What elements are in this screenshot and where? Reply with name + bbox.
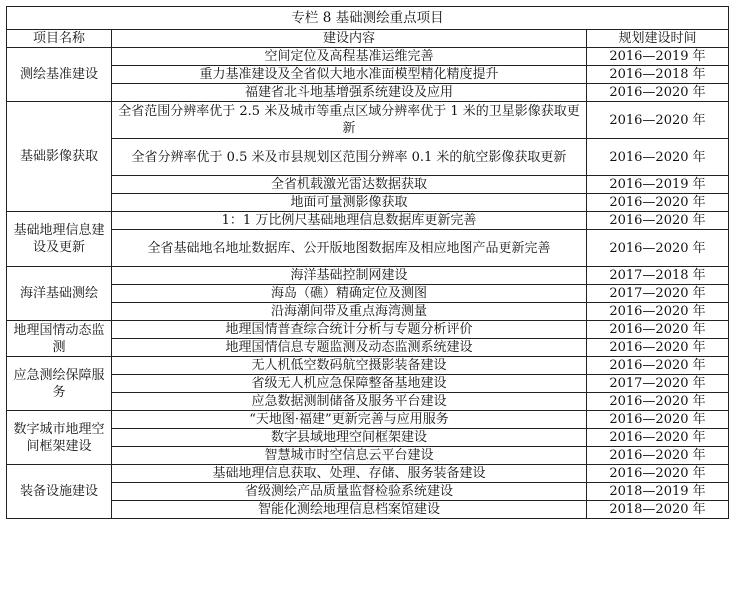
time-cell: 2016—2020 年: [587, 447, 729, 465]
content-cell: 重力基准建设及全省似大地水准面模型精化精度提升: [112, 66, 587, 84]
time-cell: 2016—2020 年: [587, 321, 729, 339]
time-cell: 2016—2020 年: [587, 465, 729, 483]
content-cell: 基础地理信息获取、处理、存储、服务装备建设: [112, 465, 587, 483]
content-cell: 地面可量测影像获取: [112, 194, 587, 212]
content-cell: “天地图·福建”更新完善与应用服务: [112, 411, 587, 429]
time-cell: 2016—2020 年: [587, 411, 729, 429]
time-cell: 2016—2020 年: [587, 102, 729, 139]
category-cell: 测绘基准建设: [7, 48, 112, 102]
content-cell: 海洋基础控制网建设: [112, 267, 587, 285]
table-row: [7, 303, 729, 321]
content-cell: 福建省北斗地基增强系统建设及应用: [112, 84, 587, 102]
time-cell: 2016—2020 年: [587, 393, 729, 411]
table-row: [7, 48, 729, 66]
time-cell: 2016—2019 年: [587, 48, 729, 66]
table-row: [7, 393, 729, 411]
content-cell: 1：1 万比例尺基础地理信息数据库更新完善: [112, 212, 587, 230]
table-row: [7, 84, 729, 102]
time-cell: 2017—2020 年: [587, 285, 729, 303]
category-cell: 装备设施建设: [7, 465, 112, 519]
time-cell: 2017—2020 年: [587, 375, 729, 393]
content-cell: 地理国情普查综合统计分析与专题分析评价: [112, 321, 587, 339]
time-cell: 2016—2020 年: [587, 303, 729, 321]
time-cell: 2016—2020 年: [587, 212, 729, 230]
time-cell: 2017—2018 年: [587, 267, 729, 285]
table-row: [7, 66, 729, 84]
time-cell: 2016—2020 年: [587, 230, 729, 267]
table-row: [7, 357, 729, 375]
time-cell: 2016—2019 年: [587, 176, 729, 194]
header-content: 建设内容: [112, 30, 587, 48]
table-row: [7, 411, 729, 429]
time-cell: 2016—2018 年: [587, 66, 729, 84]
category-cell: 海洋基础测绘: [7, 267, 112, 321]
header-category: 项目名称: [7, 30, 112, 48]
content-cell: 无人机低空数码航空摄影装备建设: [112, 357, 587, 375]
table-row: [7, 212, 729, 230]
time-cell: 2018—2019 年: [587, 483, 729, 501]
table-row: [7, 194, 729, 212]
header-time: 规划建设时间: [587, 30, 729, 48]
table-title: 专栏 8 基础测绘重点项目: [7, 7, 729, 30]
time-cell: 2016—2020 年: [587, 84, 729, 102]
table-row: [7, 483, 729, 501]
time-cell: 2016—2020 年: [587, 357, 729, 375]
time-cell: 2016—2020 年: [587, 139, 729, 176]
content-cell: 数字县域地理空间框架建设: [112, 429, 587, 447]
table-row: [7, 139, 729, 176]
content-cell: 地理国情信息专题监测及动态监测系统建设: [112, 339, 587, 357]
key-projects-table: [6, 6, 729, 519]
table-row: [7, 267, 729, 285]
category-cell: 应急测绘保障服务: [7, 357, 112, 411]
content-cell: 海岛（礁）精确定位及测图: [112, 285, 587, 303]
table-row: [7, 102, 729, 139]
content-cell: 省级测绘产品质量监督检验系统建设: [112, 483, 587, 501]
table-row: [7, 285, 729, 303]
time-cell: 2018—2020 年: [587, 501, 729, 519]
content-cell: 智慧城市时空信息云平台建设: [112, 447, 587, 465]
category-cell: 地理国情动态监测: [7, 321, 112, 357]
table-row: [7, 339, 729, 357]
table-row: [7, 230, 729, 267]
content-cell: 全省基础地名地址数据库、公开版地图数据库及相应地图产品更新完善: [112, 230, 587, 267]
table-row: [7, 321, 729, 339]
content-cell: 省级无人机应急保障整备基地建设: [112, 375, 587, 393]
table-row: [7, 429, 729, 447]
table-row: [7, 501, 729, 519]
time-cell: 2016—2020 年: [587, 339, 729, 357]
content-cell: 沿海潮间带及重点海湾测量: [112, 303, 587, 321]
content-cell: 全省分辨率优于 0.5 米及市县规划区范围分辨率 0.1 米的航空影像获取更新: [112, 139, 587, 176]
category-cell: 基础地理信息建设及更新: [7, 212, 112, 267]
table-row: [7, 465, 729, 483]
content-cell: 智能化测绘地理信息档案馆建设: [112, 501, 587, 519]
content-cell: 空间定位及高程基准运维完善: [112, 48, 587, 66]
time-cell: 2016—2020 年: [587, 429, 729, 447]
table-row: [7, 176, 729, 194]
table-row: [7, 447, 729, 465]
content-cell: 全省范围分辨率优于 2.5 米及城市等重点区域分辨率优于 1 米的卫星影像获取更新: [112, 102, 587, 139]
category-cell: 数字城市地理空间框架建设: [7, 411, 112, 465]
category-cell: 基础影像获取: [7, 102, 112, 212]
time-cell: 2016—2020 年: [587, 194, 729, 212]
content-cell: 应急数据测制储备及服务平台建设: [112, 393, 587, 411]
table-row: [7, 375, 729, 393]
content-cell: 全省机载激光雷达数据获取: [112, 176, 587, 194]
